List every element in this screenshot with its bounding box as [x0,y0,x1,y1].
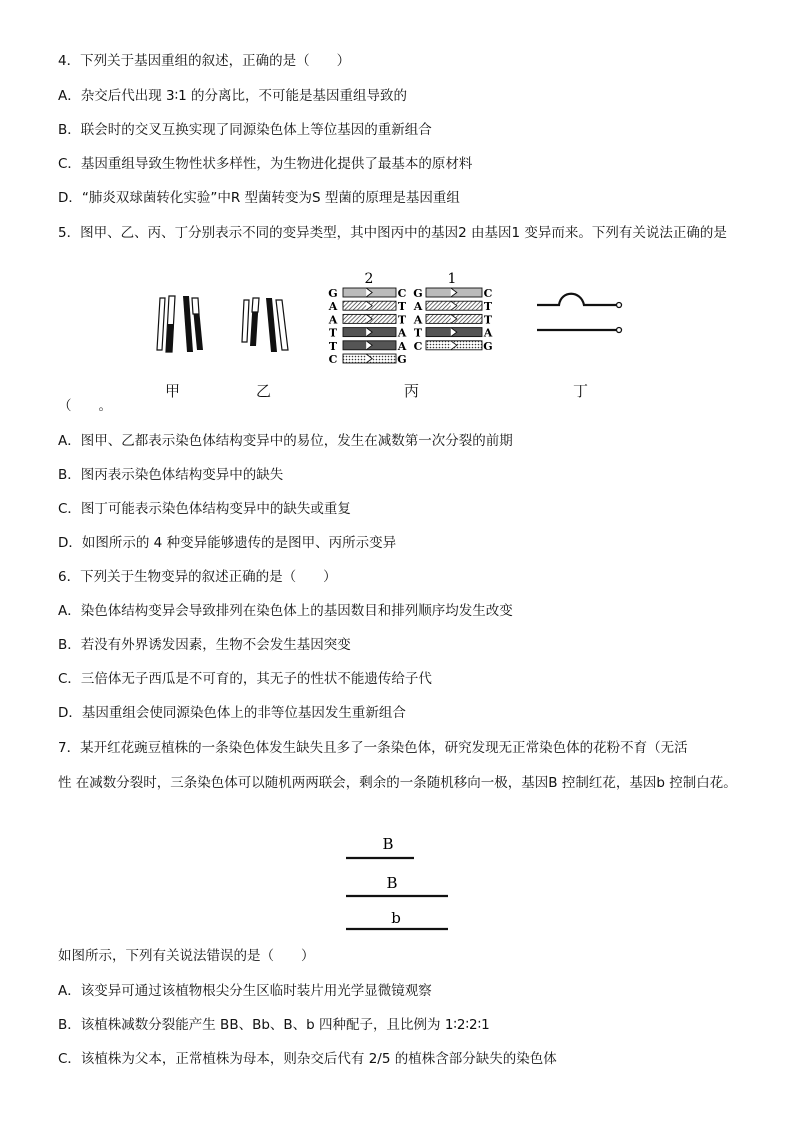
q7-stem-line3: 如图所示，下列有关说法错误的是（ ） [58,948,315,964]
figure-7-chromosomes [0,830,794,940]
gene1-left-base: A [413,313,423,327]
gene1-right-base: A [483,326,493,340]
q4-option-d: D．“肺炎双球菌转化实验”中R 型菌转变为S 型菌的原理是基因重组 [58,190,460,206]
figure-5-variation-diagrams [0,268,794,398]
q7-option-c: C．该植株为父本，正常植株为母本，则杂交后代有 2/5 的植株含部分缺失的染色体 [58,1051,557,1067]
q5-stem-tail: （ 。 [58,398,112,414]
q5-option-b: B．图丙表示染色体结构变异中的缺失 [58,467,284,483]
gene2-left-base: G [328,287,338,300]
figure-label-yi: 乙 [256,382,272,400]
figure-bing-gene-diagram [328,271,493,366]
q6-option-a: A．染色体结构变异会导致排列在染色体上的基因数目和排列顺序均发生改变 [58,603,513,619]
gene2-right-base: A [397,326,407,340]
gene1-left-base: A [413,300,423,314]
q4-stem: 4．下列关于基因重组的叙述，正确的是（ ） [58,53,351,69]
gene1-left-base: G [413,287,423,300]
gene2-right-base: A [397,339,407,353]
gene1-right-base: T [483,313,493,327]
q4-option-a: A．杂交后代出现 3∶1 的分离比，不可能是基因重组导致的 [58,88,408,104]
q7-option-b: B．该植株减数分裂能产生 BB、Bb、B、b 四种配子，且比例为 1∶2∶2∶1 [58,1017,490,1033]
figure-label-jia: 甲 [165,382,181,400]
q4-option-c: C．基因重组导致生物性状多样性，为生物进化提供了最基本的原材料 [58,156,473,172]
figure-label-bing: 丙 [404,382,420,400]
q7-stem-line1: 7．某开红花豌豆植株的一条染色体发生缺失且多了一条染色体，研究发现无正常染色体的花粉不育（无活 [58,740,688,756]
chromosome-label-2: B [386,874,398,892]
q5-option-c: C．图丁可能表示染色体结构变异中的缺失或重复 [58,501,351,517]
gene2-left-base: A [328,313,338,327]
q6-option-d: D．基因重组会使同源染色体上的非等位基因发生重新组合 [58,705,406,721]
gene1-right-base: C [483,287,493,300]
q5-stem: 5．图甲、乙、丙、丁分别表示不同的变异类型，其中图丙中的基因2 由基因1 变异而来。下列有关说法正确的是 [58,225,727,241]
q5-option-d: D．如图所示的 4 种变异能够遗传的是图甲、丙所示变异 [58,535,397,551]
figure-ding-chromosome-pair [537,294,622,333]
gene1-right-base: G [483,339,493,353]
gene2-right-base: C [397,287,407,300]
q7-stem-line2: 性 在减数分裂时，三条染色体可以随机两两联会，剩余的一条随机移向一极，基因B 控制红花，基因b 控制白花。 [58,775,737,791]
q4-option-b: B．联会时的交叉互换实现了同源染色体上等位基因的重新组合 [58,122,432,138]
gene2-label: 2 [364,271,374,287]
figure-jia-chromosomes [157,296,203,352]
gene2-left-base: A [328,300,338,314]
figure-yi-chromosomes [242,298,288,352]
gene2-right-base: T [397,300,407,314]
q6-option-b: B．若没有外界诱发因素，生物不会发生基因突变 [58,637,351,653]
chromosome-label-1: B [382,835,394,853]
q6-stem: 6．下列关于生物变异的叙述正确的是（ ） [58,569,337,585]
chromosome-label-3: b [391,909,401,927]
gene2-right-base: T [397,313,407,327]
gene1-left-base: T [413,326,423,340]
q6-option-c: C．三倍体无子西瓜是不可育的，其无子的性状不能遗传给子代 [58,671,432,687]
gene1-right-base: T [483,300,493,314]
q5-option-a: A．图甲、乙都表示染色体结构变异中的易位，发生在减数第一次分裂的前期 [58,433,513,449]
gene2-left-base: T [328,339,338,353]
gene1-left-base: C [413,339,423,353]
q7-option-a: A．该变异可通过该植物根尖分生区临时装片用光学显微镜观察 [58,983,432,999]
gene2-left-base: T [328,326,338,340]
gene1-label: 1 [447,271,457,287]
gene2-left-base: C [328,353,338,366]
gene2-right-base: G [397,353,407,366]
figure-label-ding: 丁 [573,382,589,400]
